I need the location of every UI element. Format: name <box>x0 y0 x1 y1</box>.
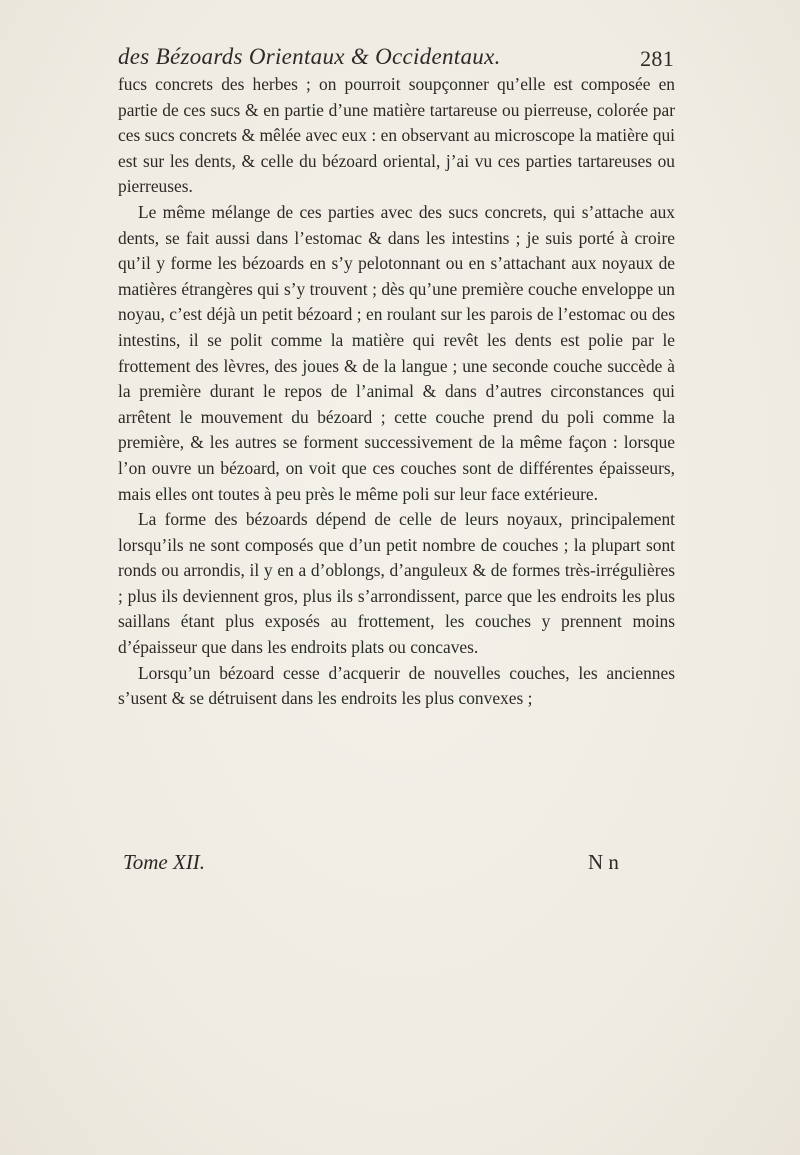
paragraph: fucs concrets des herbes ; on pourroit soupçonner qu’elle est composée en partie de ces sucs & en partie d’une matière tartareuse ou pierreuse, colorée par ces sucs concrets & mêlée avec eux : en observant au microscope la matière qui est sur les dents, & celle du bézoard oriental, j’ai vu ces parties tartareuses ou pierreuses. <box>118 74 675 197</box>
body-text <box>118 72 675 712</box>
paragraph: La forme des bézoards dépend de celle de leurs noyaux, principalement lorsqu’ils ne sont composés que d’un petit nombre de couches ; la plupart sont ronds ou arrondis, il y en a d’oblongs, d’anguleux & de formes très-irrégulières ; plus ils deviennent gros, plus ils s’arrondissent, parce que les endroits les plus saillans étant plus exposés au frottement, les couches y prennent moins d’épaisseur que dans les endroits plats ou concaves. <box>118 509 675 658</box>
page-footer <box>118 850 674 878</box>
volume-label: Tome XII. <box>123 850 206 874</box>
paragraph: Le même mélange de ces parties avec des sucs concrets, qui s’attache aux dents, se fait aussi dans l’estomac & dans les intestins ; je suis porté à croire qu’il y forme les bézoards en s’y pelotonnant ou en s’attachant aux noyaux de matières étrangères qui s’y trouvent ; dès qu’une première couche enveloppe un noyau, c’est déjà un petit bézoard ; en roulant sur les parois de l’estomac ou des intestins, il se polit comme la matière qui revêt les dents est polie par le frottement des lèvres, des joues & de la langue ; une seconde couche succède à la première durant le repos de l’animal & dans d’autres circonstances qui arrêtent le mouvement du bézoard ; cette couche prend du poli comme la première, & les autres se forment successivement de la même façon : lorsque l’on ouvre un bézoard, on voit que ces couches sont de différentes épaisseurs, mais elles ont toutes à peu près le même poli sur leur face extérieure. <box>118 201 675 504</box>
running-title: des Bézoards Orientaux & Occidentaux. <box>118 44 501 69</box>
paragraph: Lorsqu’un bézoard cesse d’acquerir de nouvelles couches, les anciennes s’usent & se détruisent dans les endroits les plus convexes ; <box>118 662 675 709</box>
page-number: 281 <box>640 46 674 71</box>
signature-mark: N n <box>588 850 619 874</box>
